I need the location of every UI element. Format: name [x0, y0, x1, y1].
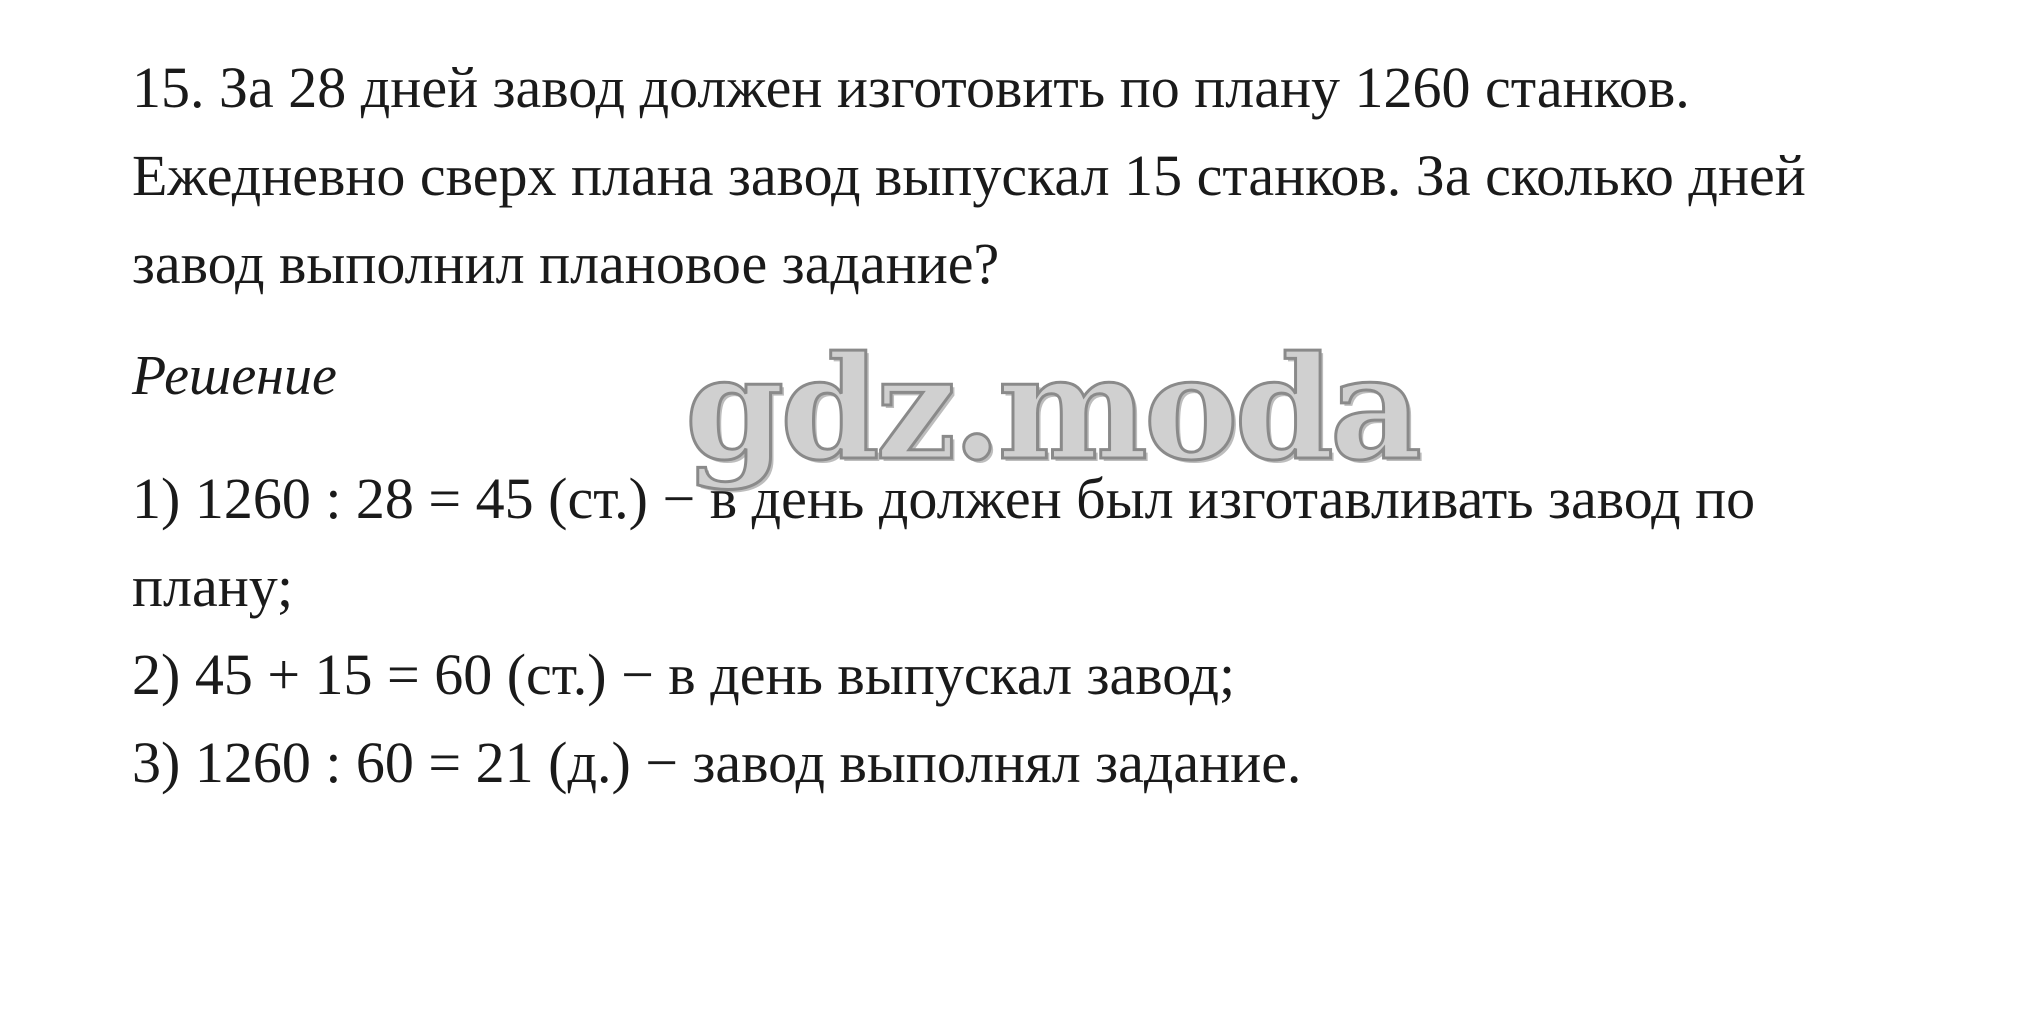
solution-step: 1) 1260 : 28 = 45 (ст.) − в день должен был изготавливать завод по [132, 466, 1756, 531]
solution-steps [132, 455, 1952, 807]
problem-statement [132, 44, 1952, 308]
solution-heading: Решение [132, 345, 337, 407]
solution-step: 2) 45 + 15 = 60 (ст.) − в день выпускал завод; [132, 642, 1236, 707]
problem-line: завод выполнил плановое задание? [132, 231, 1000, 296]
solution-step: плану; [132, 554, 294, 619]
solution-step: 3) 1260 : 60 = 21 (д.) − завод выполнял задание. [132, 730, 1302, 795]
problem-line: 15. За 28 дней завод должен изготовить по плану 1260 станков. [132, 55, 1690, 120]
problem-line: Ежедневно сверх плана завод выпускал 15 станков. За сколько дней [132, 143, 1806, 208]
watermark-logo: gdz.moda [685, 326, 1418, 492]
